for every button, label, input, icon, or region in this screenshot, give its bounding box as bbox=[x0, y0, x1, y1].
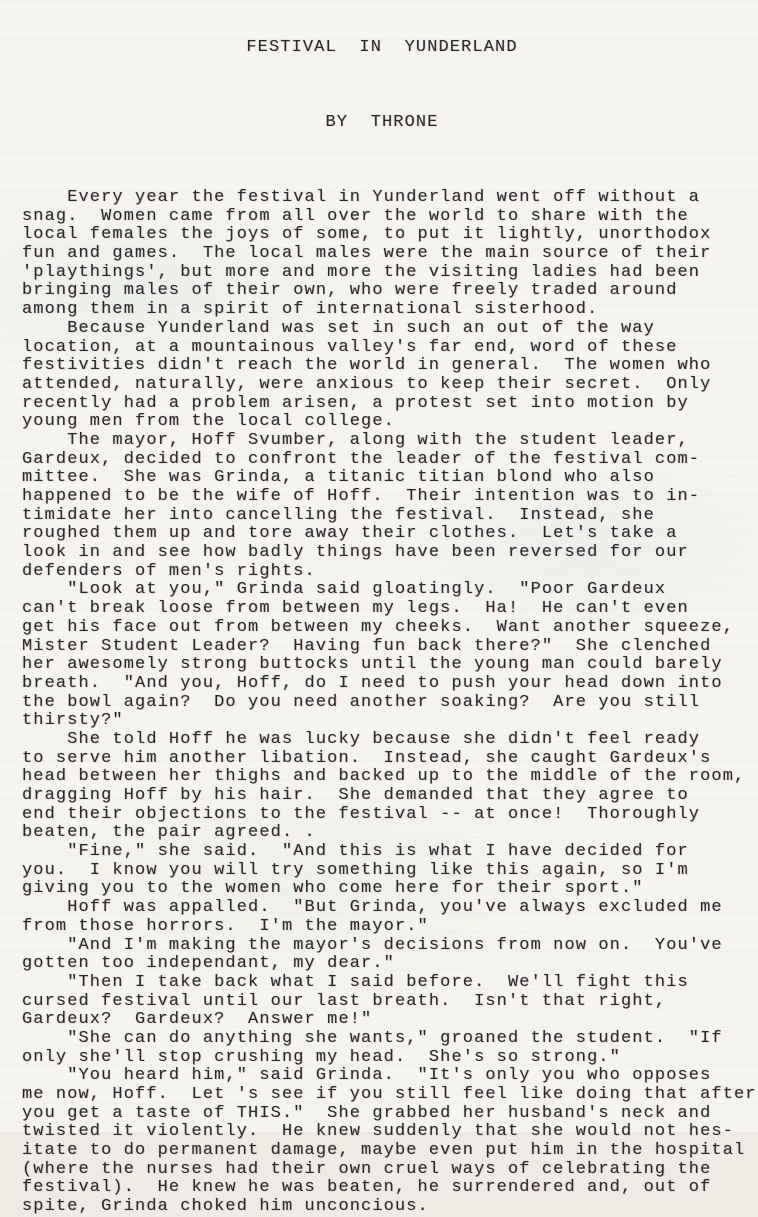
text-line: Hoff was appalled. "But Grinda, you've always excluded me bbox=[22, 898, 723, 918]
text-line: recently had a problem arisen, a protest set into motion by bbox=[22, 393, 689, 413]
text-line: among them in a spirit of international sisterhood. bbox=[22, 300, 599, 320]
text-line: giving you to the women who come here for their sport." bbox=[22, 879, 644, 899]
text-line: "Then I take back what I said before. We'll fight this bbox=[22, 972, 689, 992]
text-line: spite, Grinda choked him unconcious. bbox=[22, 1197, 429, 1217]
text-line: festival). He knew he was beaten, he surrendered and, out of bbox=[22, 1178, 712, 1198]
text-line: can't break loose from between my legs. Ha! He can't even bbox=[22, 599, 689, 619]
text-line: snag. Women came from all over the world to share with the bbox=[22, 206, 689, 226]
text-line: "Look at you," Grinda said gloatingly. "Poor Gardeux bbox=[22, 580, 667, 600]
text-line: defenders of men's rights. bbox=[22, 561, 316, 581]
text-line: She told Hoff he was lucky because she didn't feel ready bbox=[22, 729, 701, 749]
text-line: cursed festival until our last breath. Isn't that right, bbox=[22, 991, 667, 1011]
document-byline: BY THRONE bbox=[325, 113, 439, 133]
text-line: look in and see how badly things have been reversed for our bbox=[22, 543, 689, 563]
text-line: Every year the festival in Yunderland went off without a bbox=[22, 188, 701, 207]
text-line: beaten, the pair agreed. . bbox=[22, 823, 316, 843]
text-line: gotten too independant, my dear." bbox=[22, 954, 395, 974]
text-line: festivities didn't reach the world in general. The women who bbox=[22, 356, 712, 376]
text-line: (where the nurses had their own cruel ways of celebrating the bbox=[22, 1159, 712, 1179]
text-line: local females the joys of some, to put it lightly, unorthodox bbox=[22, 225, 712, 245]
text-line: location, at a mountainous valley's far end, word of these bbox=[22, 337, 678, 357]
text-line: "And I'm making the mayor's decisions from now on. You've bbox=[22, 935, 723, 955]
text-line: Because Yunderland was set in such an out of the way bbox=[22, 318, 655, 338]
text-line: attended, naturally, were anxious to keep their secret. Only bbox=[22, 374, 712, 394]
document-header bbox=[22, 2, 742, 170]
text-line: the bowl again? Do you need another soaking? Are you still bbox=[22, 692, 701, 712]
text-line: me now, Hoff. Let 's see if you still feel like doing that after bbox=[22, 1085, 757, 1104]
text-line: timidate her into cancelling the festival. Instead, she bbox=[22, 505, 655, 525]
text-line: mittee. She was Grinda, a titanic titian blond who also bbox=[22, 468, 655, 488]
text-line: 'playthings', but more and more the visiting ladies had been bbox=[22, 262, 701, 282]
text-line: happened to be the wife of Hoff. Their intention was to in- bbox=[22, 487, 701, 506]
text-line: "Fine," she said. "And this is what I have decided for bbox=[22, 842, 689, 862]
text-line: The mayor, Hoff Svumber, along with the student leader, bbox=[22, 430, 689, 450]
text-line: thirsty?" bbox=[22, 711, 124, 731]
text-line: roughed them up and tore away their clothes. Let's take a bbox=[22, 524, 678, 544]
text-line: itate to do permanent damage, maybe even put him in the hospital bbox=[22, 1141, 746, 1161]
text-line: only she'll stop crushing my head. She's so strong." bbox=[22, 1047, 621, 1067]
document-body bbox=[22, 188, 757, 1217]
text-line: fun and games. The local males were the main source of their bbox=[22, 244, 712, 264]
text-line: get his face out from between my cheeks. Want another squeeze, bbox=[22, 617, 735, 637]
text-line: you. I know you will try something like this again, so I'm bbox=[22, 860, 689, 880]
document-title: FESTIVAL IN YUNDERLAND bbox=[246, 38, 518, 58]
text-line: "She can do anything she wants," groaned the student. "If bbox=[22, 1028, 723, 1048]
text-line: breath. "And you, Hoff, do I need to push your head down into bbox=[22, 673, 723, 693]
text-line: to serve him another libation. Instead, she caught Gardeux's bbox=[22, 748, 712, 768]
text-line: her awesomely strong buttocks until the young man could barely bbox=[22, 655, 723, 675]
text-line: bringing males of their own, who were freely traded around bbox=[22, 281, 678, 301]
text-line: Mister Student Leader? Having fun back there?" She clenched bbox=[22, 636, 712, 656]
text-line: head between her thighs and backed up to the middle of the room, bbox=[22, 767, 746, 787]
text-line: young men from the local college. bbox=[22, 412, 395, 432]
text-line: dragging Hoff by his hair. She demanded that they agree to bbox=[22, 786, 689, 805]
text-line: "You heard him," said Grinda. "It's only you who opposes bbox=[22, 1066, 712, 1086]
text-line: end their objections to the festival -- at once! Thoroughly bbox=[22, 804, 701, 824]
text-line: Gardeux? Gardeux? Answer me!" bbox=[22, 1010, 373, 1030]
text-line: twisted it violently. He knew suddenly that she would not hes- bbox=[22, 1122, 735, 1142]
text-line: Gardeux, decided to confront the leader of the festival com- bbox=[22, 449, 701, 469]
text-line: from those horrors. I'm the mayor." bbox=[22, 916, 429, 936]
text-line: you get a taste of THIS." She grabbed her husband's neck and bbox=[22, 1103, 712, 1123]
